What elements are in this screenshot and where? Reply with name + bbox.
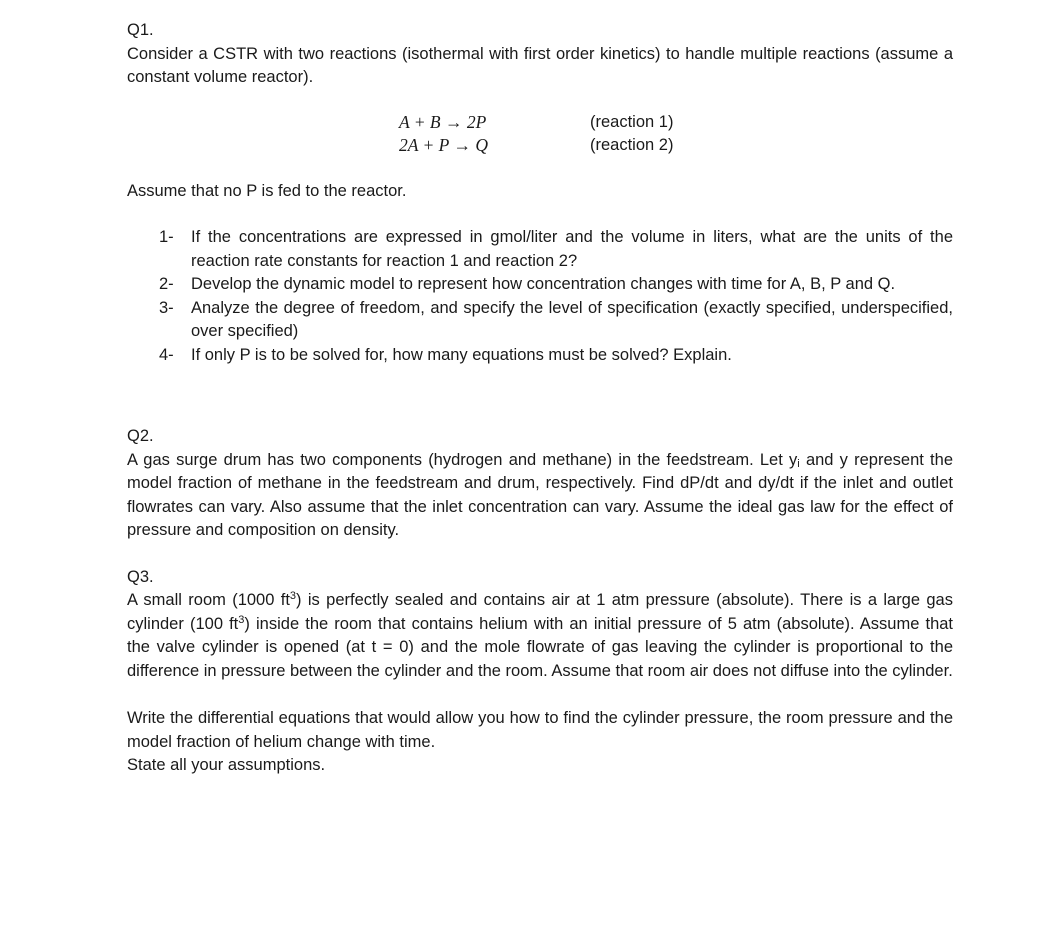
q3-section [127,566,953,778]
list-item-text: Develop the dynamic model to represent how concentration changes with time for A, B, P and Q. [191,275,896,293]
list-item [127,226,953,273]
q3-paragraph-1: A small room (1000 $ft^3$) is perfectly sealed and contains air at 1 atm pressure (absolute). There is a large gas cylinder (100 $ft^3$) inside the room that contains helium with an initial pressure of 5 atm (absolute). Assume that the valve cylinder is opened (at t = 0) and the mole flowrate of gas leaving the cylinder is proportional to the difference in pressure between the cylinder and the room. Assume that room air does not diffuse into the cylinder. [127,590,954,680]
reaction-table [127,111,953,158]
list-item [127,344,953,368]
reaction-row [127,111,953,135]
document-page [127,19,953,778]
list-marker: 2- [159,275,174,293]
list-item-text: If only P is to be solved for, how many equations must be solved? Explain. [191,345,732,364]
q3-heading: Q3. [127,567,154,586]
q2-section [127,425,953,543]
reaction-equation: 2A + P → Q [399,135,488,155]
q1-note: Assume that no P is fed to the reactor. [127,181,407,200]
q1-section [127,19,953,367]
list-item [127,273,953,297]
reaction-row [127,134,953,158]
q1-intro: Consider a CSTR with two reactions (isothermal with first order kinetics) to handle multiple reactions (assume a constant volume reactor). [127,44,953,86]
q3-paragraph-3: State all your assumptions. [127,756,326,774]
reaction-label: (reaction 1) [590,112,674,131]
list-marker: 4- [159,345,174,364]
q1-heading: Q1. [127,21,154,39]
list-item [127,297,953,344]
reaction-equation: A + B → 2P [399,111,487,132]
reaction-label: (reaction 2) [590,136,674,154]
q2-heading: Q2. [127,427,154,445]
list-marker: 3- [159,298,174,317]
q2-text: A gas surge drum has two components (hydrogen and methane) in the feedstream. Let $y_i$ and y represent the model fraction of methane in the feedstream and drum, respectively. Find dP/dt and dy/dt if the inlet and outlet flowrates can vary. Also assume that the inlet concentration can vary. Assume the ideal gas law for the effect of pressure and composition on density. [127,450,953,539]
q3-paragraph-2: Write the differential equations that would allow you how to find the cylinder pressure, the room pressure and the model fraction of helium change with time. [127,709,953,751]
q1-question-list [127,226,953,367]
list-item-text: If the concentrations are expressed in gmol/liter and the volume in liters, what are the units of the reaction rate constants for reaction 1 and reaction 2? [191,228,953,270]
list-marker: 1- [159,228,174,246]
list-item-text: Analyze the degree of freedom, and specify the level of specification (exactly specified, underspecified, over specified) [191,298,953,340]
